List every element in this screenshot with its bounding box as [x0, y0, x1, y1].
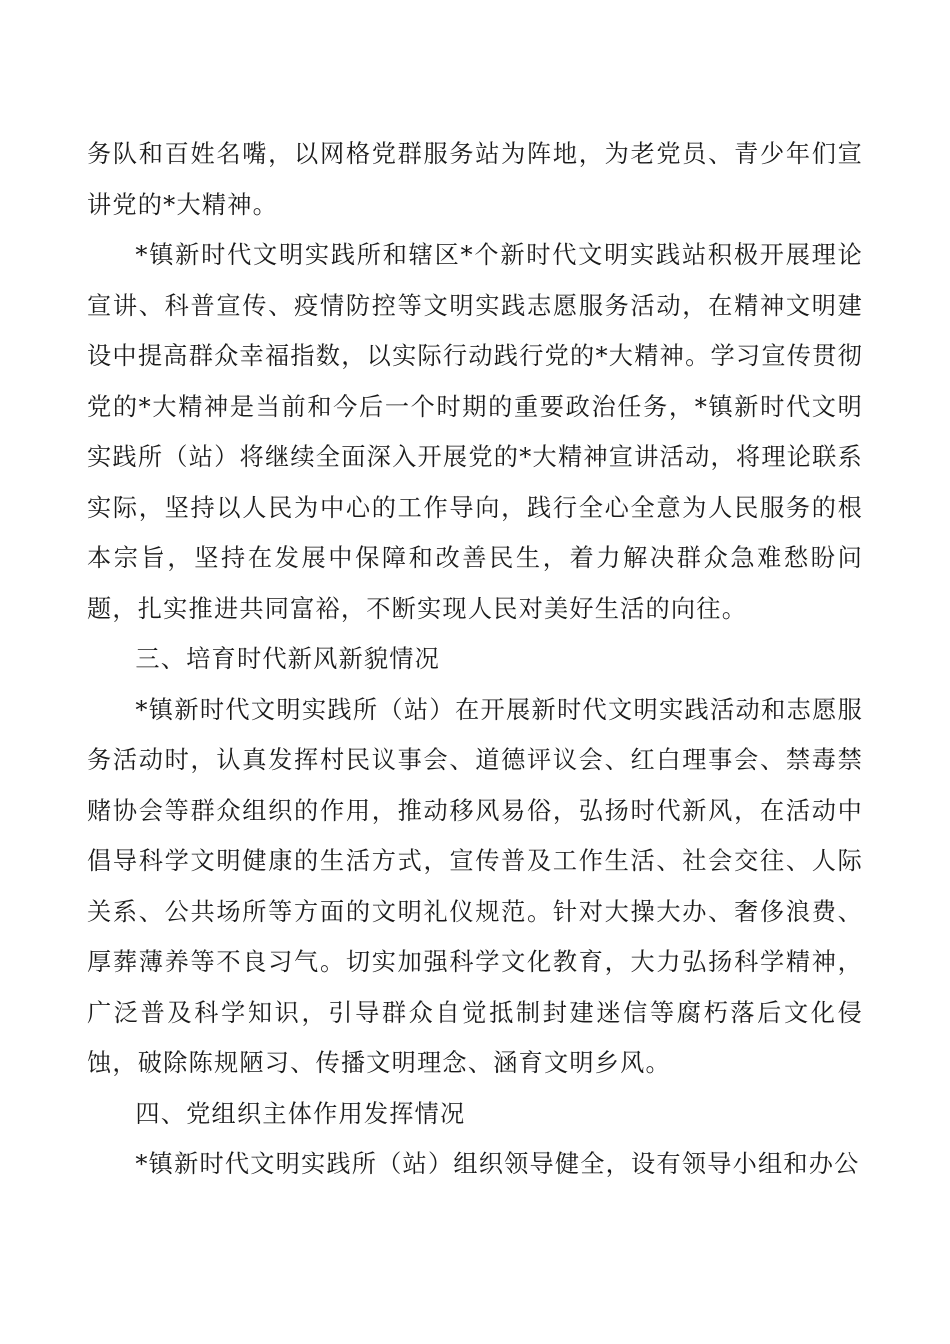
section-heading-4: 四、党组织主体作用发挥情况 — [135, 1099, 466, 1128]
paragraph-new-customs: *镇新时代文明实践所（站）在开展新时代文明实践活动和志愿服务活动时，认真发挥村民议事会、道德评议会、红白理事会、禁毒禁赌协会等群众组织的作用，推动移风易俗，弘扬时代新风，在活动中倡导科学文明健康的生活方式，宣传普及工作生活、社会交往、人际关系、公共场所等方面的文明礼仪规范。针对大操大办、奢侈浪费、厚葬薄养等不良习气。切实加强科学文化教育，大力弘扬科学精神，广泛普及科学知识，引导群众自觉抵制封建迷信等腐朽落后文化侵蚀，破除陈规陋习、传播文明理念、涵育文明乡风。 — [87, 695, 863, 1077]
section-heading-3: 三、培育时代新风新貌情况 — [135, 645, 441, 673]
paragraph-practice-activities: *镇新时代文明实践所和辖区*个新时代文明实践站积极开展理论宣讲、科普宣传、疫情防控等文明实践志愿服务活动，在精神文明建设中提高群众幸福指数，以实际行动践行党的*大精神。学习宣传贯彻党的*大精神是当前和今后一个时期的重要政治任务，*镇新时代文明实践所（站）将继续全面深入开展党的*大精神宣讲活动，将理论联系实际，坚持以人民为中心的工作导向，践行全心全意为人民服务的根本宗旨，坚持在发展中保障和改善民生，着力解决群众急难愁盼问题，扎实推进共同富裕，不断实现人民对美好生活的向往。 — [87, 241, 863, 623]
paragraph-continuation: 务队和百姓名嘴，以网格党群服务站为阵地，为老党员、青少年们宣讲党的*大精神。 — [87, 140, 863, 219]
document-body — [87, 129, 863, 1190]
paragraph-party-organization: *镇新时代文明实践所（站）组织领导健全，设有领导小组和办公 — [135, 1150, 860, 1178]
